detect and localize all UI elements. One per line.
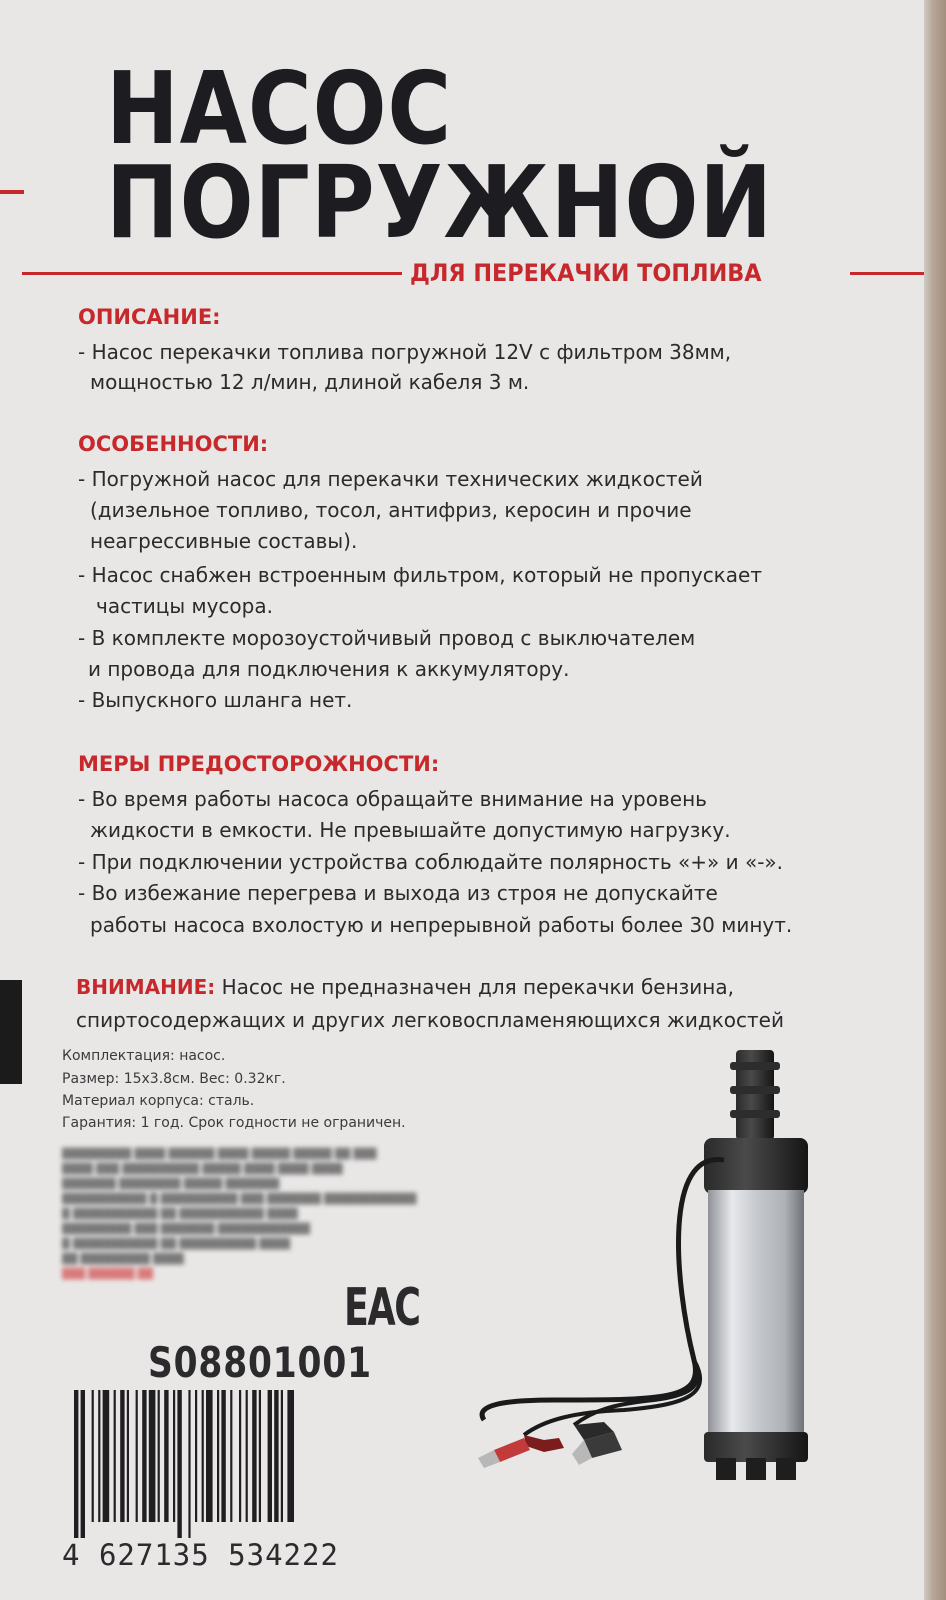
features-line: - В комплекте морозоустойчивый провод с выключателем <box>78 626 696 650</box>
pump-steel-body <box>708 1190 804 1440</box>
precautions-heading: МЕРЫ ПРЕДОСТОРОЖНОСТИ: <box>78 752 440 776</box>
sku-code: S08801001 <box>148 1338 372 1387</box>
features-line: частицы мусора. <box>96 594 273 618</box>
pump-bottom-cap <box>704 1432 808 1462</box>
product-title <box>106 50 773 261</box>
battery-clamp-icon <box>572 1422 622 1465</box>
description-line: - Насос перекачки топлива погружной 12V с фильтром 38мм, <box>78 340 732 364</box>
divider-right <box>850 272 924 275</box>
box-edge-left-red <box>0 190 24 194</box>
barcode-digit-group-2: 534222 <box>228 1538 339 1572</box>
eac-certification-mark: ЕАС <box>344 1278 420 1338</box>
spec-line: Размер: 15х3.8см. Вес: 0.32кг. <box>62 1071 286 1087</box>
battery-clamp-icon <box>478 1435 564 1468</box>
spec-line: Гарантия: 1 год. Срок годности не ограничен. <box>62 1115 406 1131</box>
manufacturer-info-blurred: █████████ ████ ██████ ████ █████ █████ ██ ███ ████ ███ ██████████ █████ ████ ████ ████ ███████ ████████ █████ ███████ ███████████ █ ██████████ ███ ███████ ████████████ █ ███████████ ██ ███████████ ████ █████████ ███ ███████ ████████████ █ ███████████ ██ ██████████ ████ ██ █████████ ████ ███ ██████ ██ <box>62 1149 417 1280</box>
barcode-digits <box>62 1538 339 1572</box>
warning-text: Насос не предназначен для перекачки бензина, <box>215 975 734 999</box>
pump-top-cap <box>704 1138 808 1194</box>
precautions-line: - Во время работы насоса обращайте внимание на уровень <box>78 787 707 811</box>
precautions-line: - Во избежание перегрева и выхода из строя не допускайте <box>78 881 718 905</box>
features-line: - Выпускного шланга нет. <box>78 688 353 712</box>
warning-line: спиртосодержащих и других легковоспламеняющихся жидкостей <box>76 1008 784 1032</box>
features-line: - Погружной насос для перекачки технических жидкостей <box>78 467 703 491</box>
spec-line: Материал корпуса: сталь. <box>62 1093 255 1109</box>
barcode-digit-group-1: 627135 <box>98 1538 210 1572</box>
box-edge-left-mark <box>0 980 22 1084</box>
title-line-1: НАСОС <box>106 50 453 167</box>
divider-left <box>22 272 402 275</box>
precautions-line: - При подключении устройства соблюдайте полярность «+» и «-». <box>78 850 784 874</box>
barcode <box>74 1390 396 1538</box>
features-line: (дизельное топливо, тосол, антифриз, керосин и прочие <box>90 498 692 522</box>
features-line: - Насос снабжен встроенным фильтром, который не пропускает <box>78 563 762 587</box>
warning-line <box>76 975 734 999</box>
product-subtitle: ДЛЯ ПЕРЕКАЧКИ ТОПЛИВА <box>410 259 762 287</box>
warning-label: ВНИМАНИЕ: <box>76 975 216 999</box>
pump-product-image <box>464 1040 884 1500</box>
description-heading: ОПИСАНИЕ: <box>78 305 221 329</box>
features-line: неагрессивные составы). <box>90 529 358 553</box>
box-edge-right <box>924 0 946 1600</box>
precautions-line: работы насоса вхолостую и непрерывной работы более 30 минут. <box>90 913 793 937</box>
precautions-line: жидкости в емкости. Не превышайте допустимую нагрузку. <box>90 818 731 842</box>
spec-line: Комплектация: насос. <box>62 1048 226 1064</box>
pump-cable <box>482 1159 724 1420</box>
description-line: мощностью 12 л/мин, длиной кабеля 3 м. <box>90 370 530 394</box>
barcode-digit-first: 4 <box>62 1538 81 1572</box>
features-line: и провода для подключения к аккумулятору. <box>88 657 570 681</box>
features-heading: ОСОБЕННОСТИ: <box>78 432 269 456</box>
title-line-2: ПОГРУЖНОЙ <box>106 144 773 261</box>
